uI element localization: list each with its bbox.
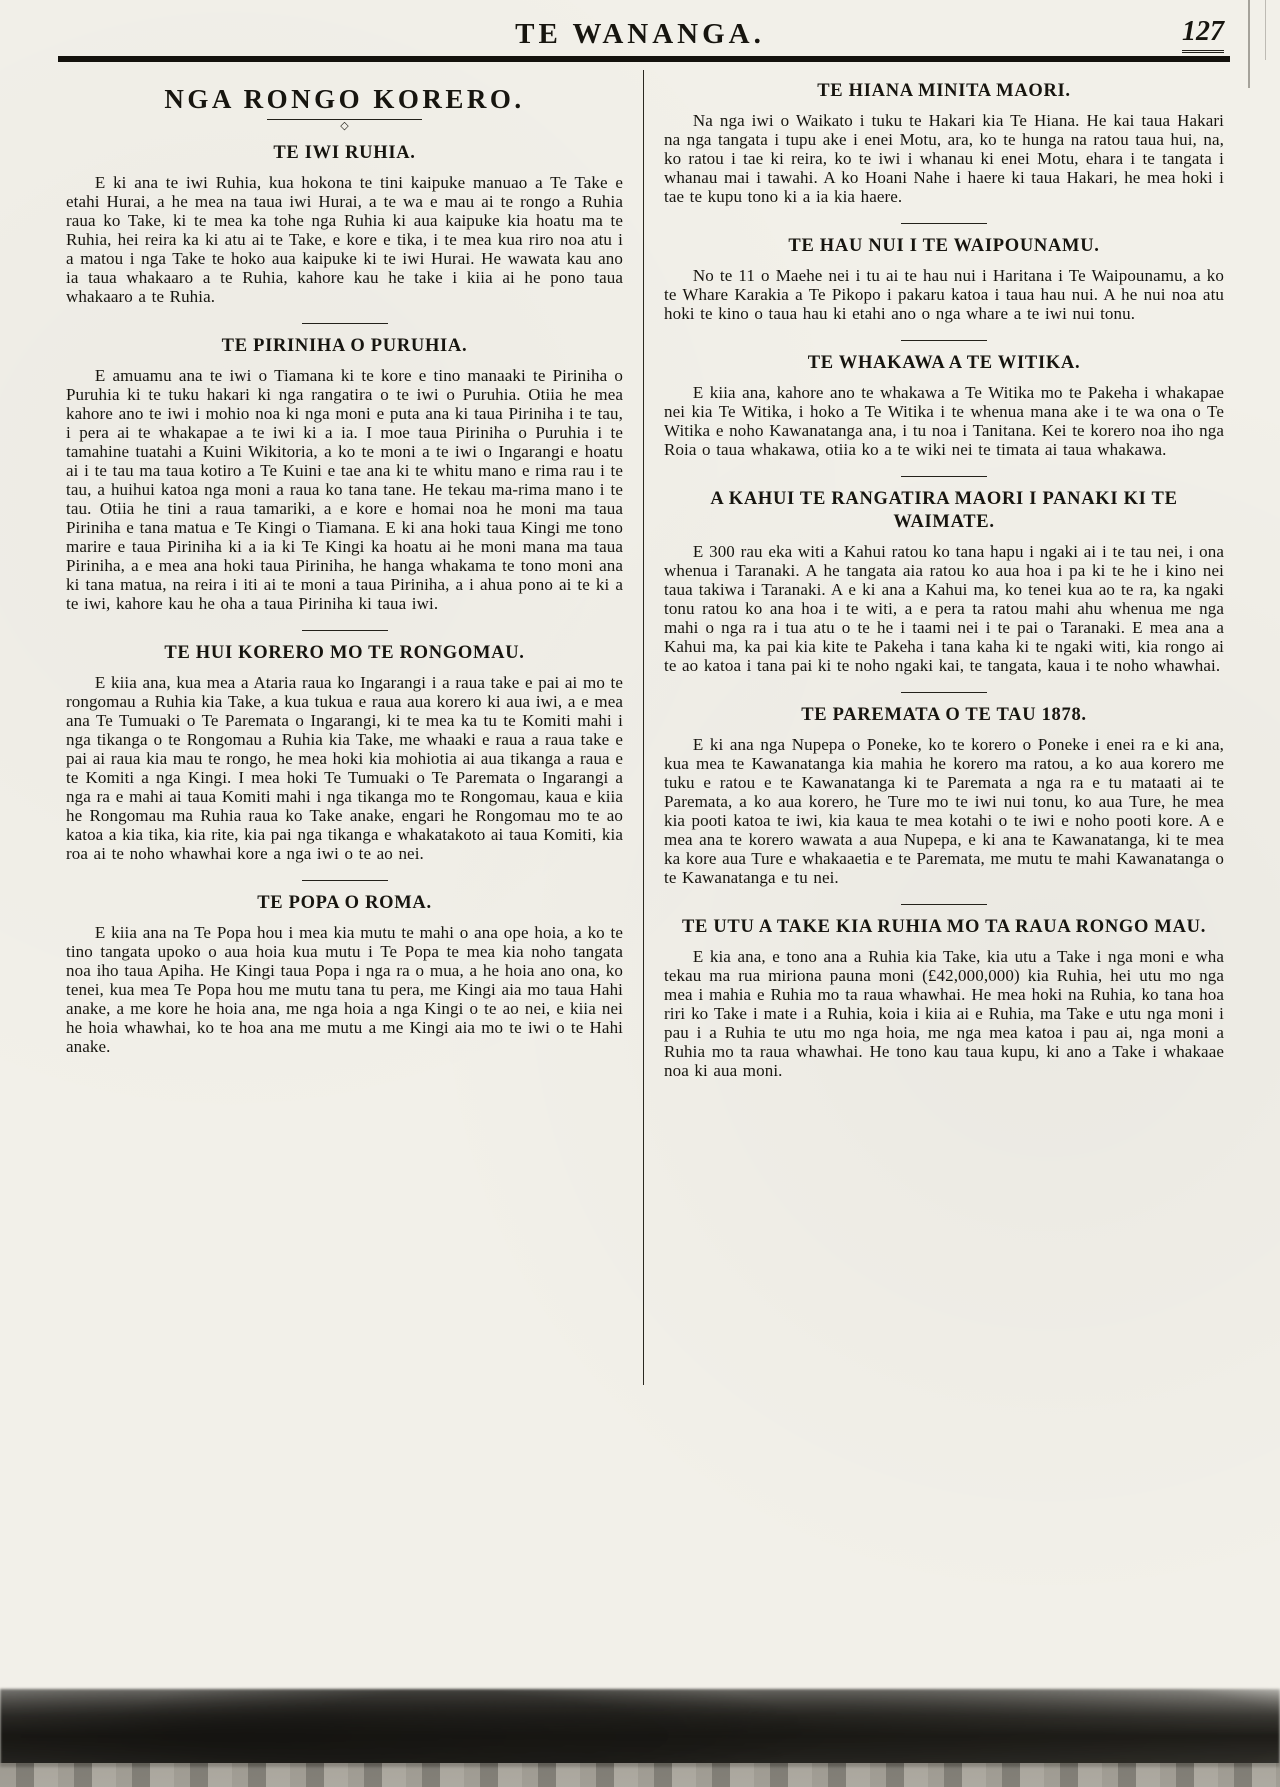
article-heading: A KAHUI TE RANGATIRA MAORI I PANAKI KI TE WAIMATE. (710, 489, 1178, 532)
article-divider (901, 476, 987, 477)
article-body: E 300 rau eka witi a Kahui ratou ko tana hapu i ngaki ai i te tau nei, i ona whenua i Taranaki. A he tangata aia ratou ko aua hoa i pa ki te he i kino nei taua takiwa i Taranaki. A e ki ana a Kahui ma, ko tenei kua ao te ra, ka ngaki tonu ratou ko ana hoa i te witi, a e pera ta ratou mahi ahu whenua me nga mahi o nga ra i tua atu o te he i taami nei i te pai o Taranaki. E mea ana a Kahui ma, ka pai kia kite te Pakeha i tana kaha ki te ngaki witi, kia rongo ai te ao katoa i tana pai ki te noho ngaki kai, te tangata, kaua i te noho whawhai. (664, 542, 1224, 675)
article-heading: TE HIANA MINITA MAORI. (817, 81, 1071, 101)
article-heading: TE POPA O ROMA. (257, 893, 432, 913)
article-te-hui-korero (66, 630, 623, 863)
left-column (58, 70, 644, 1385)
header-rule (58, 56, 1230, 62)
article-heading: TE PIRINIHA O PURUHIA. (221, 336, 468, 356)
article-body: E kia ana, e tono ana a Ruhia kia Take, kia utu a Take i nga moni e wha tekau ma rua miriona pauna moni (£42,000,000) kia Ruhia, hei utu mo nga mea i mahia e Ruhia mo ta raua whawhai. He mea hoki na Ruhia, ko tana hoa riri ko Take i mate i a Ruhia, koia i kiia ai e Ruhia, ma Take e utu nga moni i pau i a Ruhia te utu mo nga hoia, me nga mea katoa i pau ai, nga moni a Ruhia mo ta raua whawhai. He tono kau taua kupu, ki ano a Take i whakaae noa ki aua moni. (664, 947, 1224, 1080)
article-divider (901, 223, 987, 224)
page-header (0, 0, 1280, 52)
article-heading: TE UTU A TAKE KIA RUHIA MO TA RAUA RONGO MAU. (681, 917, 1207, 937)
article-divider (302, 323, 388, 324)
article-heading: TE PAREMATA O TE TAU 1878. (801, 705, 1087, 725)
article-body: E kiia ana na Te Popa hou i mea kia mutu te mahi o ana ope hoia, a ko te tino tangata upoko o aua hoia kua mutu i Te Popa te mea kia noho tangata noa iho taua Apiha. He Kingi taua Popa i nga ra o mua, a he hoia ano ona, ko tenei, kua mea Te Popa hou me mutu tana tu pera, me Kingi aia mo taua Hahi anake, a me kore he hoia ana, me nga hoia a nga Kingi o te ao nei, e kiia nei he hoia whawhai, ko te hoa ana me mutu a me Kingi aia mo te iwi o te Hahi anake. (66, 923, 623, 1056)
article-te-piriniha-o-puruhia (66, 323, 623, 613)
page-number: 127 (1182, 16, 1224, 53)
diamond-icon (340, 121, 348, 132)
article-body: Na nga iwi o Waikato i tuku te Hakari kia Te Hiana. He kai taua Hakari na nga tangata i tupu ake i enei Motu, ara, ko te hunga na ratou taua hui, na, ko ratou i tae ki reira, ko te iwi i whanau ki enei Motu, ehara i te tangata i whanau mai i tawahi. A ko Hoani Nahe i haere ki taua Hakari, he mea hoki i tae te kupu tono ki a ia kia haere. (664, 111, 1224, 206)
article-te-hiana-minita-maori (664, 80, 1224, 206)
article-divider (901, 340, 987, 341)
article-body: E ki ana nga Nupepa o Poneke, ko te korero o Poneke i enei ra e ki ana, kua mea te Kawanatanga kia mahia he korero ma ratou, a ko aua korero me tuku e ratou e te Kawanatanga ki te Paremata a nga ra e tu mataati ai te Paremata, a ko aua korero, he Ture mo te iwi nui tonu, ko aua Ture, he mea kia pooti katoa te iwi, kia kaua te mea kotahi o te iwi e noho pooti kore. A e mea ana te korero wawata a aua Nupepa, e ki ana te Kawanatanga, ki te mea ka kore aua Ture e whakaaetia e te Paremata, me mutu te mahi Kawanatanga o te Kawanatanga e tu nei. (664, 735, 1224, 887)
article-te-utu-a-take (664, 904, 1224, 1080)
article-heading: TE WHAKAWA A TE WITIKA. (807, 353, 1081, 373)
columns-container (58, 70, 1230, 1385)
article-heading: TE HAU NUI I TE WAIPOUNAMU. (788, 236, 1100, 256)
scan-smudge-band (0, 1689, 1280, 1767)
ornament-divider (66, 119, 623, 132)
article-divider (901, 904, 987, 905)
article-divider (302, 630, 388, 631)
article-te-iwi-ruhia (66, 142, 623, 306)
article-heading: TE HUI KORERO MO TE RONGOMAU. (164, 643, 525, 663)
article-te-paremata-1878 (664, 692, 1224, 887)
masthead-title: TE WANANGA. (515, 18, 765, 50)
article-body: E amuamu ana te iwi o Tiamana ki te kore e tino manaaki te Piriniha o Puruhia ki te tuku hakari ki nga rangatira o te iwi o Puruhia. Otiia he mea kahore ano te iwi i mohio noa ki nga moni e puta ana ki taua Piriniha i te tau, i pera ai te whakapae a te iwi ki a ia. I moe taua Piriniha o Puruhia i te tamahine tuatahi a Kuini Wikitoria, a ko te moni a te iwi o Ingarangi e hoatu ai i te tau ma taua kotiro a Te Kuini e tae ana ki te whitu mano e rima rau i te tau, a huihui katoa nga moni a raua ko tana tane. He tekau ma-rima mano i te tau. Otiia he tini a raua tamariki, a e kore e homai noa he moni ma taua Piriniha e tana matua e Te Kingi o Tiamana. E ki ana hoki taua Kingi me tono marire e taua Piriniha ki a ia ki Te Kingi ka hoatu ai he moni mana ma taua Piriniha, a e mea ana hoki taua Piriniha, he hanga whakama te tono moni ana ki tana matua, na reira i iti ai te moni a taua Piriniha, a i ahua pono ai te ki a te iwi, kahore kau he oha a taua Piriniha ki taua iwi. (66, 366, 623, 613)
article-te-hau-nui (664, 223, 1224, 323)
article-te-whakawa-a-te-witika (664, 340, 1224, 459)
scan-bottom-edge (0, 1763, 1280, 1787)
right-column (644, 70, 1230, 1385)
article-body: E kiia ana, kua mea a Ataria raua ko Ingarangi i a raua take e pai ai mo te rongomau a Ruhia kia Take, a kua tukua e raua aua korero ki aua iwi, a e mea ana Te Tumuaki o Te Paremata o Ingarangi, ki te mea ka tu te Komiti mahi i nga tikanga o te Rongomau a Ruhia kia Take, me whaaki e raua a raua take e pai ai raua kia mau te rongo, he mea hoki kia mohiotia ai aua tikanga a raua e te Komiti a nga Kingi. I mea hoki Te Tumuaki o Te Paremata o Ingarangi a nga ra e mahi ai taua Komiti mahi i nga tikanga mo te Rongomau, kaua e kiia he Rongomau ma Ruhia raua ko Take anake, engari he Rongomau mo te ao katoa a kia tika, kia rite, kia pai nga tikanga e whakatakoto ai taua Komiti, kia roa ai te noho whawhai kore a nga iwi o te ao nei. (66, 673, 623, 863)
article-divider (901, 692, 987, 693)
article-body: E kiia ana, kahore ano te whakawa a Te Witika mo te Pakeha i whakapae nei kia Te Witika, i hoko a Te Witika i te whenua mana ake i te wa ona o Te Witika e noho Kawanatanga ana, i tu noa i Tanitana. Kei te korero noa iho nga Roia o taua whakawa, otiia ko a te wiki nei te timata ai taua whakawa. (664, 383, 1224, 459)
article-divider (302, 880, 388, 881)
article-heading: TE IWI RUHIA. (273, 143, 416, 163)
article-te-popa-o-roma (66, 880, 623, 1056)
article-a-kahui-te-rangatira (664, 476, 1224, 675)
section-title: NGA RONGO KORERO. (164, 84, 525, 114)
article-body: No te 11 o Maehe nei i tu ai te hau nui i Haritana i Te Waipounamu, a ko te Whare Karakia a Te Pikopo i pakaru katoa i taua hau nui. A he nui noa atu hoki te kino o taua hau ki etahi ano o nga whare a te iwi nui tonu. (664, 266, 1224, 323)
article-body: E ki ana te iwi Ruhia, kua hokona te tini kaipuke manuao a Te Take e etahi Hurai, a he mea na taua iwi Hurai, a te wa e mau ai te rongo a Ruhia raua ko Take, ki te mea ka tohe nga Ruhia ki aua kaipuke kia hoatu ma te Ruhia, hei reira ka ki atu ai te Take, e kore e tika, i te mea kua riro noa atu i a matou i nga Take te hoko aua kaipuke ki te iwi Hurai. He wawata kau ano ia taua whakaaro a te Ruhia, kahore kau he take i kiia ai he pono taua whakaaro a te Ruhia. (66, 173, 623, 306)
